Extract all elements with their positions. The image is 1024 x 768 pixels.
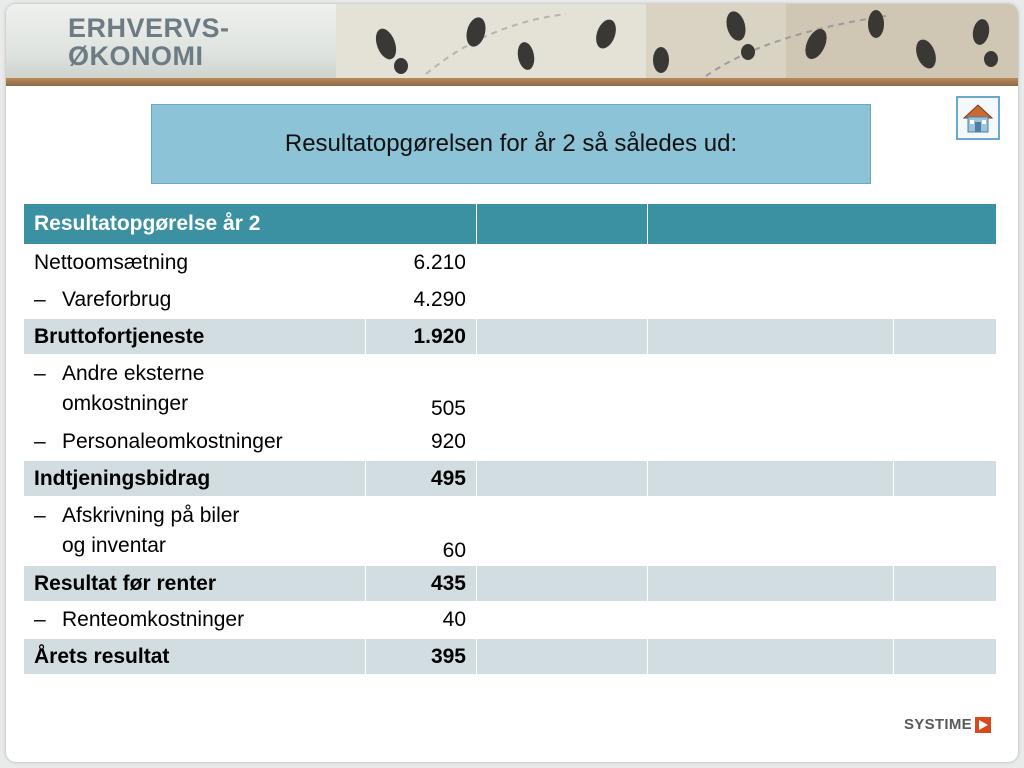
row-value: 4.290: [366, 282, 477, 319]
row-label: Renteomkostninger: [62, 608, 245, 631]
row-label-line-1: Andre eksterne: [62, 362, 205, 385]
table-row: [24, 424, 996, 461]
row-value: 1.920: [366, 319, 477, 355]
slide-title-box: [151, 104, 871, 184]
minus-sign: –: [34, 288, 46, 311]
home-icon: [961, 101, 995, 135]
row-value: 395: [366, 639, 477, 675]
table-header-title: Resultatopgørelse år 2: [24, 204, 477, 245]
table-row: [24, 602, 996, 639]
minus-sign: –: [34, 362, 46, 385]
home-button[interactable]: [956, 96, 1000, 140]
minus-sign: –: [34, 608, 46, 631]
slide-frame: [6, 4, 1018, 762]
row-label-cell: [24, 497, 366, 566]
row-label: Vareforbrug: [62, 288, 172, 311]
table-header-cell: [648, 204, 996, 245]
row-value: 40: [366, 602, 477, 639]
row-label: Bruttofortjeneste: [24, 319, 366, 355]
row-value: 60: [366, 497, 477, 566]
erhvervsokonomi-logo: [68, 14, 230, 70]
row-label-cell: [24, 355, 366, 424]
row-label-cell: [24, 282, 366, 319]
minus-sign: –: [34, 430, 46, 453]
subtotal-row: [24, 461, 996, 497]
row-value: 435: [366, 566, 477, 602]
row-label-cell: [24, 602, 366, 639]
logo-line-2: ØKONOMI: [68, 41, 204, 71]
row-label: Personaleomkostninger: [62, 430, 283, 453]
row-value: 505: [366, 355, 477, 424]
row-label-line-2: omkostninger: [62, 392, 189, 415]
banner-stripe: [6, 78, 1018, 86]
row-label: Indtjeningsbidrag: [24, 461, 366, 497]
table-row: [24, 497, 996, 566]
systime-logo: [904, 716, 991, 733]
row-label-line-1: Afskrivning på biler: [62, 504, 240, 527]
row-label-cell: [24, 424, 366, 461]
arrow-icon: [975, 717, 991, 733]
table-header-row: [24, 204, 996, 245]
minus-sign: –: [34, 504, 46, 527]
logo-line-1: ERHVERVS-: [68, 13, 230, 43]
header-banner: [6, 4, 1018, 86]
row-label: Resultat før renter: [24, 566, 366, 602]
systime-wordmark: SYSTIME: [904, 716, 972, 733]
row-label: Nettoomsætning: [24, 245, 366, 282]
table-header-cell: [477, 204, 648, 245]
subtotal-row: [24, 319, 996, 355]
table-row: [24, 355, 996, 424]
row-value: 495: [366, 461, 477, 497]
subtotal-row: [24, 566, 996, 602]
table-row: [24, 282, 996, 319]
table-row: [24, 245, 996, 282]
total-row: [24, 639, 996, 675]
row-value: 6.210: [366, 245, 477, 282]
row-value: 920: [366, 424, 477, 461]
income-statement-table: [24, 204, 996, 675]
row-label: Årets resultat: [24, 639, 366, 675]
row-label-line-2: og inventar: [62, 534, 166, 557]
slide-title: Resultatopgørelsen for år 2 så således ud:: [284, 130, 738, 157]
